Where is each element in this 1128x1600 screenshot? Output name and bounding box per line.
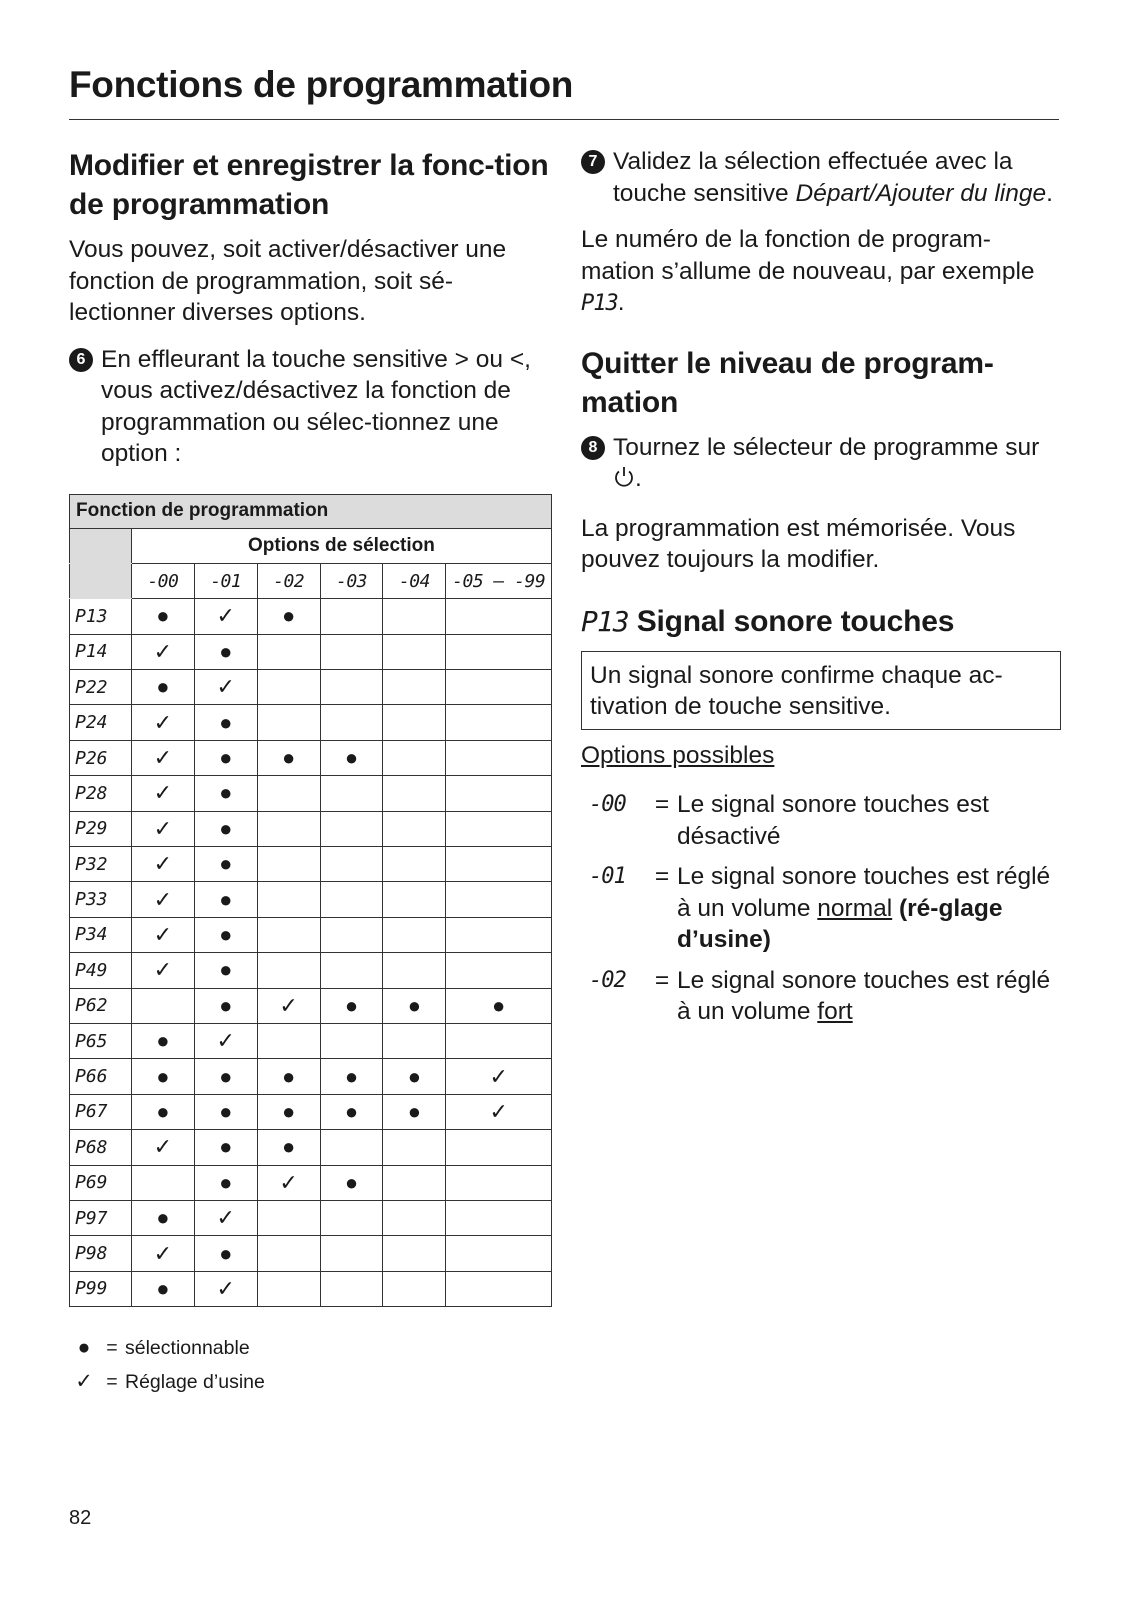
bullet-icon: ● xyxy=(194,634,257,669)
legend-item-factory: ✓ = Réglage d’usine xyxy=(69,1365,557,1399)
table-cell xyxy=(320,776,383,811)
table-cell xyxy=(383,1130,446,1165)
table-cell xyxy=(383,847,446,882)
bullet-icon: ● xyxy=(194,917,257,952)
start-button-label: Départ/Ajouter du linge xyxy=(795,179,1047,207)
table-cell xyxy=(383,740,446,775)
table-cell xyxy=(446,599,552,634)
table-row xyxy=(70,1271,552,1306)
bullet-icon: ● xyxy=(194,988,257,1023)
step-number-8: 8 xyxy=(581,436,605,460)
step-8-text: Tournez le sélecteur de programme sur . xyxy=(613,432,1061,498)
table-row xyxy=(70,670,552,705)
bullet-icon: ● xyxy=(320,1059,383,1094)
function-code: P49 xyxy=(70,953,132,988)
bullet-icon: ● xyxy=(77,1336,91,1360)
table-legend xyxy=(69,1331,557,1399)
table-row xyxy=(70,1094,552,1129)
table-cell xyxy=(257,1023,320,1058)
table-cell xyxy=(446,634,552,669)
table-cell xyxy=(131,1165,194,1200)
page-number: 82 xyxy=(69,1507,92,1529)
function-code: P32 xyxy=(70,847,132,882)
table-row xyxy=(70,882,552,917)
bullet-icon: ● xyxy=(131,1094,194,1129)
bullet-icon: ● xyxy=(320,740,383,775)
checkmark-icon: ✓ xyxy=(131,882,194,917)
checkmark-icon: ✓ xyxy=(131,776,194,811)
table-cell xyxy=(320,634,383,669)
page-title: Fonctions de programmation xyxy=(69,64,574,105)
table-subheader: Options de sélection xyxy=(131,528,551,563)
checkmark-icon: ✓ xyxy=(446,1059,552,1094)
table-cell xyxy=(257,811,320,846)
table-cell xyxy=(320,1236,383,1271)
table-cell xyxy=(383,634,446,669)
bullet-icon: ● xyxy=(194,847,257,882)
intro-paragraph: Vous pouvez, soit activer/désactiver une fonction de programmation, soit sé-lectionner diverses options. xyxy=(69,236,507,326)
table-cell xyxy=(383,1200,446,1235)
bullet-icon: ● xyxy=(383,1094,446,1129)
table-cell xyxy=(446,811,552,846)
less-than-glyph: < xyxy=(509,345,525,373)
bullet-icon: ● xyxy=(257,740,320,775)
function-code: P24 xyxy=(70,705,132,740)
table-cell xyxy=(446,882,552,917)
table-row xyxy=(70,705,552,740)
bullet-icon: ● xyxy=(131,1023,194,1058)
option-item: -01 = Le signal sonore touches est réglé à un volume normal (ré-glage d’usine) xyxy=(581,861,1061,956)
section-heading-quit: Quitter le niveau de program-mation xyxy=(581,346,994,419)
table-header: Fonction de programmation xyxy=(70,494,552,528)
table-cell xyxy=(320,670,383,705)
options-list xyxy=(581,789,1061,1028)
checkmark-icon: ✓ xyxy=(131,811,194,846)
function-code: P65 xyxy=(70,1023,132,1058)
bullet-icon: ● xyxy=(194,882,257,917)
power-icon xyxy=(613,465,635,498)
bullet-icon: ● xyxy=(194,1094,257,1129)
table-cell xyxy=(320,953,383,988)
table-cell xyxy=(131,988,194,1023)
bullet-icon: ● xyxy=(194,705,257,740)
saved-paragraph: La programmation est mémorisée. Vous pouvez toujours la modifier. xyxy=(581,514,1016,573)
checkmark-icon: ✓ xyxy=(131,634,194,669)
function-code: P22 xyxy=(70,670,132,705)
table-cell xyxy=(320,1271,383,1306)
table-cell xyxy=(383,882,446,917)
function-code: P68 xyxy=(70,1130,132,1165)
step-number-7: 7 xyxy=(581,150,605,174)
table-cell xyxy=(320,847,383,882)
table-row xyxy=(70,634,552,669)
bullet-icon: ● xyxy=(194,776,257,811)
table-cell xyxy=(446,705,552,740)
table-row xyxy=(70,1236,552,1271)
table-cell xyxy=(383,776,446,811)
bullet-icon: ● xyxy=(194,811,257,846)
function-code: P98 xyxy=(70,1236,132,1271)
step-7-text: Validez la sélection effectuée avec la touche sensitive Départ/Ajouter du linge. xyxy=(613,148,1053,207)
table-cell xyxy=(320,917,383,952)
step-8 xyxy=(581,432,1061,498)
table-row xyxy=(70,1130,552,1165)
checkmark-icon: ✓ xyxy=(446,1094,552,1129)
option-code: -02 xyxy=(589,967,626,993)
bullet-icon: ● xyxy=(383,1059,446,1094)
bullet-icon: ● xyxy=(320,988,383,1023)
table-row xyxy=(70,847,552,882)
bullet-icon: ● xyxy=(446,988,552,1023)
table-cell xyxy=(446,847,552,882)
option-code: -00 xyxy=(589,792,626,817)
step-7 xyxy=(581,146,1061,209)
table-cell xyxy=(383,1236,446,1271)
table-row xyxy=(70,1200,552,1235)
function-code: P69 xyxy=(70,1165,132,1200)
checkmark-icon: ✓ xyxy=(131,953,194,988)
checkmark-icon: ✓ xyxy=(131,740,194,775)
programming-functions-table xyxy=(69,494,552,1308)
table-cell xyxy=(446,1165,552,1200)
table-cell xyxy=(257,634,320,669)
table-cell xyxy=(446,1271,552,1306)
legend-item-selectable: ● = sélectionnable xyxy=(69,1331,557,1365)
function-code: P28 xyxy=(70,776,132,811)
function-code: P62 xyxy=(70,988,132,1023)
table-row xyxy=(70,988,552,1023)
bullet-icon: ● xyxy=(131,1271,194,1306)
description-box: Un signal sonore confirme chaque ac-tivation de touche sensitive. xyxy=(581,651,1061,730)
bullet-icon: ● xyxy=(131,1059,194,1094)
checkmark-icon: ✓ xyxy=(131,917,194,952)
function-code: P67 xyxy=(70,1094,132,1129)
option-column-header: -05 – -99 xyxy=(446,563,552,598)
display-code: P13 xyxy=(581,291,618,316)
bullet-icon: ● xyxy=(257,599,320,634)
table-cell xyxy=(257,917,320,952)
table-cell xyxy=(446,670,552,705)
table-cell xyxy=(446,1236,552,1271)
function-code: P26 xyxy=(70,740,132,775)
table-cell xyxy=(257,670,320,705)
table-cell xyxy=(383,811,446,846)
greater-than-glyph: > xyxy=(454,345,469,373)
table-cell xyxy=(446,1023,552,1058)
bullet-icon: ● xyxy=(194,1165,257,1200)
table-row xyxy=(70,1059,552,1094)
function-code: P13 xyxy=(70,599,132,634)
title-divider xyxy=(69,119,1059,120)
bullet-icon: ● xyxy=(194,740,257,775)
function-code: P33 xyxy=(70,882,132,917)
table-cell xyxy=(383,1271,446,1306)
checkmark-icon: ✓ xyxy=(194,1023,257,1058)
table-cell xyxy=(320,811,383,846)
function-code: P97 xyxy=(70,1200,132,1235)
function-code: P66 xyxy=(70,1059,132,1094)
function-code: P29 xyxy=(70,811,132,846)
table-cell xyxy=(446,1130,552,1165)
table-cell xyxy=(257,776,320,811)
table-cell xyxy=(383,670,446,705)
table-cell xyxy=(383,599,446,634)
renumber-paragraph: Le numéro de la fonction de program-mation s’allume de nouveau, par exemple P13. xyxy=(581,226,1035,316)
step-6-text: En effleurant la touche sensitive > ou <, vous activez/désactivez la fonction de programmation ou sélec-tionnez une option : xyxy=(101,345,531,467)
checkmark-icon: ✓ xyxy=(131,1236,194,1271)
table-row xyxy=(70,1165,552,1200)
table-cell xyxy=(446,917,552,952)
bullet-icon: ● xyxy=(383,988,446,1023)
options-heading: Options possibles xyxy=(581,741,775,769)
step-6 xyxy=(69,344,557,470)
table-cell xyxy=(257,1236,320,1271)
bullet-icon: ● xyxy=(194,1130,257,1165)
option-code: -01 xyxy=(589,864,626,889)
checkmark-icon: ✓ xyxy=(194,1200,257,1235)
bullet-icon: ● xyxy=(257,1130,320,1165)
left-column xyxy=(69,146,557,1399)
table-cell xyxy=(446,740,552,775)
section-heading-modify: Modifier et enregistrer la fonc-tion de programmation xyxy=(69,149,549,221)
table-cell xyxy=(320,1130,383,1165)
table-cell xyxy=(383,917,446,952)
table-cell xyxy=(320,1023,383,1058)
checkmark-icon: ✓ xyxy=(131,705,194,740)
option-column-header: -00 xyxy=(131,563,194,598)
option-item: -02 = Le signal sonore touches est réglé à un volume fort xyxy=(581,965,1061,1028)
function-code: P14 xyxy=(70,634,132,669)
function-code: P99 xyxy=(70,1271,132,1306)
table-cell xyxy=(383,705,446,740)
table-cell xyxy=(446,776,552,811)
table-row xyxy=(70,740,552,775)
table-cell xyxy=(383,1023,446,1058)
table-cell xyxy=(257,882,320,917)
bullet-icon: ● xyxy=(131,1200,194,1235)
table-cell xyxy=(383,953,446,988)
bullet-icon: ● xyxy=(131,670,194,705)
table-header-spacer xyxy=(70,563,132,598)
table-cell xyxy=(320,882,383,917)
checkmark-icon: ✓ xyxy=(131,847,194,882)
bullet-icon: ● xyxy=(194,953,257,988)
checkmark-icon: ✓ xyxy=(131,1130,194,1165)
bullet-icon: ● xyxy=(131,599,194,634)
table-cell xyxy=(257,1271,320,1306)
option-item: -00 = Le signal sonore touches est désactivé xyxy=(581,789,1061,852)
checkmark-icon: ✓ xyxy=(75,1370,93,1394)
table-cell xyxy=(257,847,320,882)
option-column-header: -02 xyxy=(257,563,320,598)
bullet-icon: ● xyxy=(320,1094,383,1129)
table-cell xyxy=(446,953,552,988)
table-row xyxy=(70,953,552,988)
option-column-header: -01 xyxy=(194,563,257,598)
bullet-icon: ● xyxy=(320,1165,383,1200)
step-number-6: 6 xyxy=(69,348,93,372)
checkmark-icon: ✓ xyxy=(194,599,257,634)
display-code: P13 xyxy=(581,604,629,638)
section-heading-signal: P13 Signal sonore touches xyxy=(581,604,955,638)
right-column xyxy=(581,146,1061,1037)
checkmark-icon: ✓ xyxy=(194,670,257,705)
option-column-header: -04 xyxy=(383,563,446,598)
table-cell xyxy=(257,953,320,988)
bullet-icon: ● xyxy=(194,1059,257,1094)
table-row xyxy=(70,776,552,811)
checkmark-icon: ✓ xyxy=(194,1271,257,1306)
table-cell xyxy=(320,705,383,740)
checkmark-icon: ✓ xyxy=(257,988,320,1023)
table-row xyxy=(70,599,552,634)
table-cell xyxy=(383,1165,446,1200)
table-header-spacer xyxy=(70,528,132,563)
table-cell xyxy=(257,705,320,740)
table-row xyxy=(70,811,552,846)
table-cell xyxy=(446,1200,552,1235)
checkmark-icon: ✓ xyxy=(257,1165,320,1200)
table-cell xyxy=(257,1200,320,1235)
bullet-icon: ● xyxy=(257,1059,320,1094)
option-column-header: -03 xyxy=(320,563,383,598)
bullet-icon: ● xyxy=(194,1236,257,1271)
table-row xyxy=(70,917,552,952)
function-code: P34 xyxy=(70,917,132,952)
bullet-icon: ● xyxy=(257,1094,320,1129)
table-cell xyxy=(320,1200,383,1235)
table-row xyxy=(70,1023,552,1058)
table-cell xyxy=(320,599,383,634)
